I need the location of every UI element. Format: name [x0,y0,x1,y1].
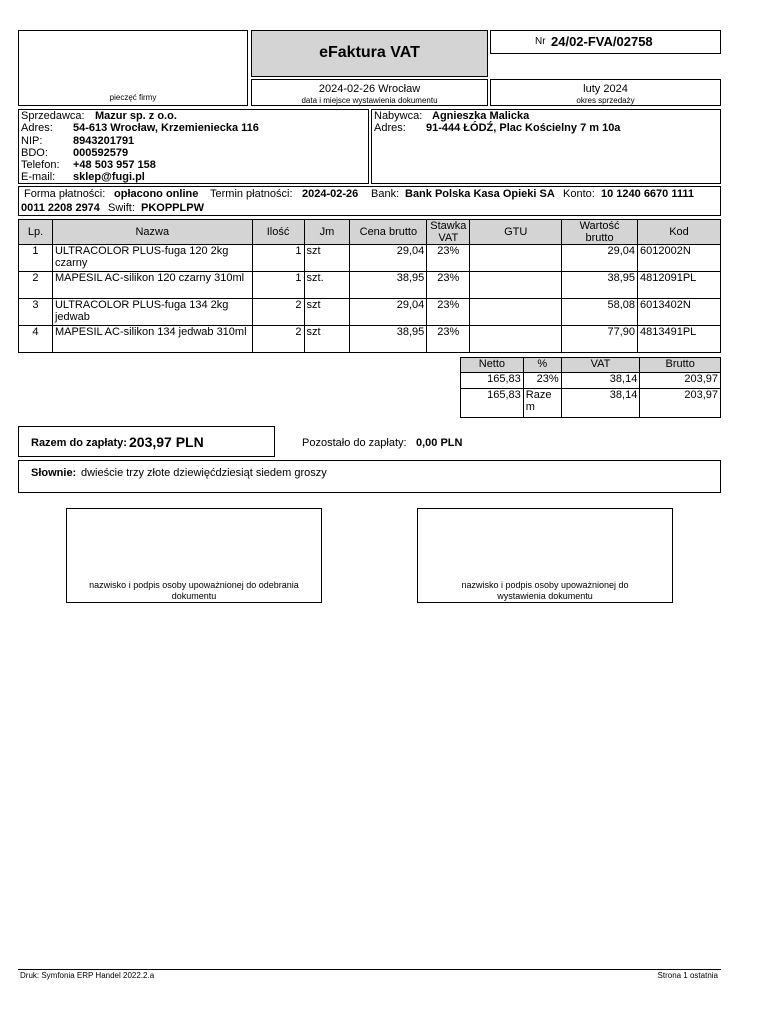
seller-address-label: Adres: [21,122,53,134]
header-gtu: GTU [470,220,562,245]
buyer-label: Nabywca: [374,110,423,122]
item-vat-rate: 23% [427,272,470,299]
summary-pct: 23% [523,373,561,389]
amount-in-words-box [18,460,721,493]
payment-form: opłacono online [114,188,199,200]
issuer-signature-label: nazwisko i podpis osoby upoważnionej do wystawienia dokumentu [461,580,629,601]
swift-label: Swift: [108,202,135,214]
summary-total-row [461,389,721,418]
account-number-part2: 0011 2208 2974 [21,202,100,214]
payment-box [18,186,721,216]
account-label: Konto: [563,188,595,200]
item-value: 77,90 [562,326,638,353]
sale-period-box [490,79,721,106]
item-qty: 2 [252,326,304,353]
item-vat-rate: 23% [427,326,470,353]
seller-box [18,109,369,184]
document-title: eFaktura VAT [319,44,420,61]
footer-software: Druk: Symfonia ERP Handel 2022.2.a [20,971,155,980]
item-price: 38,95 [350,272,427,299]
sale-period-label: okres sprzedaży [576,96,635,105]
summary-header-gross: Brutto [640,358,721,373]
item-price: 38,95 [350,326,427,353]
issue-date-place: 2024-02-26 Wrocław [318,83,421,95]
receiver-signature-box [66,508,322,603]
item-vat-rate: 23% [427,245,470,272]
item-name: ULTRACOLOR PLUS-fuga 120 2kg czarny [52,245,252,272]
item-lp: 4 [19,326,53,353]
item-code: 6012002N [638,245,721,272]
seller-phone: +48 503 957 158 [73,159,156,171]
items-header-row [19,220,721,245]
seller-email: sklep@fugi.pl [73,171,145,183]
header-value: Wartość brutto [562,220,638,245]
item-unit: szt [304,245,350,272]
item-code: 4812091PL [638,272,721,299]
buyer-box [371,109,721,184]
item-qty: 1 [252,272,304,299]
table-row [19,272,721,299]
document-title-box [251,30,488,77]
item-gtu [470,245,562,272]
seller-nip-label: NIP: [21,135,43,147]
seller-nip: 8943201791 [73,135,135,147]
item-unit: szt [304,299,350,326]
summary-header-row [461,358,721,373]
amount-in-words-label: Słownie: [31,467,77,479]
receiver-signature-label: nazwisko i podpis osoby upoważnionej do odebrania dokumentu [89,580,299,601]
seller-address: 54-613 Wrocław, Krzemieniecka 116 [73,122,259,134]
header-price: Cena brutto [350,220,427,245]
header-name: Nazwa [52,220,252,245]
item-lp: 2 [19,272,53,299]
item-unit: szt [304,326,350,353]
seller-bdo-label: BDO: [21,147,48,159]
header-vat-rate: Stawka VAT [427,220,470,245]
company-stamp-label: pieczęć firmy [109,93,157,102]
buyer-address-label: Adres: [374,122,406,134]
payment-term-label: Termin płatności: [210,188,293,200]
payment-term: 2024-02-26 [302,188,359,200]
summary-row [461,373,721,389]
table-row [19,299,721,326]
item-name: MAPESIL AC-silikon 120 czarny 310ml [52,272,252,299]
item-lp: 1 [19,245,53,272]
document-number: 24/02-FVA/02758 [551,34,653,49]
issue-date-box [251,79,488,106]
items-table [18,219,721,353]
item-code: 6013402N [638,299,721,326]
item-value: 29,04 [562,245,638,272]
amount-in-words: dwieście trzy złote dziewięćdziesiąt siedem groszy [81,467,327,479]
header-lp: Lp. [19,220,53,245]
seller-email-label: E-mail: [21,171,56,183]
item-unit: szt. [304,272,350,299]
item-gtu [470,299,562,326]
document-number-label: Nr [535,36,546,47]
item-lp: 3 [19,299,53,326]
item-vat-rate: 23% [427,299,470,326]
summary-gross: 203,97 [640,373,721,389]
summary-header-pct: % [523,358,561,373]
item-gtu [470,326,562,353]
summary-net: 165,83 [461,373,524,389]
buyer-address: 91-444 ŁÓDŹ, Plac Kościelny 7 m 10a [426,122,621,134]
issue-date-label: data i miejsce wystawienia dokumentu [301,96,438,105]
item-name: ULTRACOLOR PLUS-fuga 134 2kg jedwab [52,299,252,326]
payment-form-label: Forma płatności: [24,188,106,200]
seller-bdo: 000592579 [73,147,129,159]
account-number-part1: 10 1240 6670 1111 [601,188,694,200]
seller-label: Sprzedawca: [21,110,85,122]
remaining-amount: 0,00 PLN [416,437,463,449]
item-value: 58,08 [562,299,638,326]
seller-phone-label: Telefon: [21,159,60,171]
buyer-name: Agnieszka Malicka [432,110,530,122]
seller-name: Mazur sp. z o.o. [95,110,177,122]
table-row [19,245,721,272]
item-qty: 2 [252,299,304,326]
header-unit: Jm [304,220,350,245]
summary-vat: 38,14 [561,373,640,389]
footer-divider [18,969,721,970]
remaining-label: Pozostało do zapłaty: [302,437,407,449]
sale-period: luty 2024 [583,83,628,95]
bank-label: Bank: [371,188,400,200]
summary-header-vat: VAT [561,358,640,373]
summary-total-vat: 38,14 [561,389,640,418]
header-code: Kod [638,220,721,245]
item-price: 29,04 [350,299,427,326]
item-value: 38,95 [562,272,638,299]
summary-total-gross: 203,97 [640,389,721,418]
item-gtu [470,272,562,299]
document-number-box [490,30,721,54]
table-row [19,326,721,353]
item-name: MAPESIL AC-silikon 134 jedwab 310ml [52,326,252,353]
amount-due: 203,97 PLN [129,434,204,450]
header-qty: Ilość [252,220,304,245]
item-qty: 1 [252,245,304,272]
summary-header-net: Netto [461,358,524,373]
item-price: 29,04 [350,245,427,272]
item-code: 4813491PL [638,326,721,353]
bank-name: Bank Polska Kasa Opieki SA [405,188,555,200]
amount-due-box [18,426,275,457]
company-stamp-box [18,30,248,106]
vat-summary-table [460,357,721,418]
summary-total-net: 165,83 [461,389,524,418]
amount-due-label: Razem do zapłaty: [31,437,127,449]
swift-code: PKOPPLPW [141,202,204,214]
issuer-signature-box [417,508,673,603]
footer-page: Strona 1 ostatnia [657,971,718,980]
summary-total-label: Razem [523,389,561,418]
